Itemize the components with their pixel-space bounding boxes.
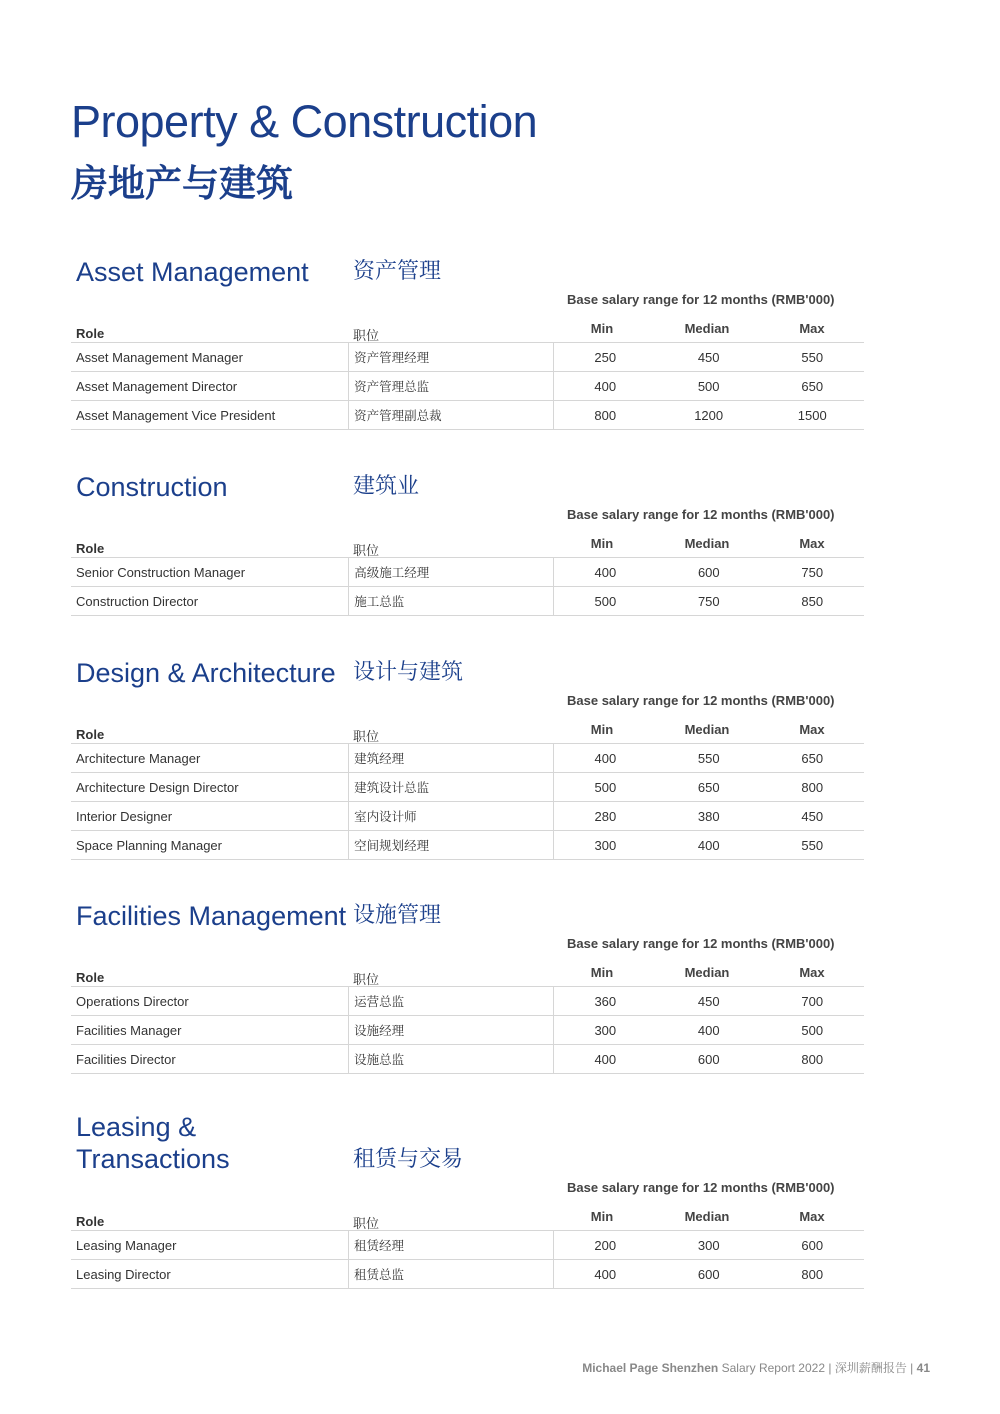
min-cell: 250: [553, 343, 657, 372]
max-header: Max: [799, 321, 825, 336]
role-cn-cell: 运营总监: [349, 987, 554, 1016]
max-cell: 700: [760, 987, 864, 1016]
median-cell: 450: [657, 987, 760, 1016]
min-cell: 360: [553, 987, 657, 1016]
max-cell: 800: [760, 1260, 864, 1289]
page-number: 41: [916, 1361, 930, 1375]
median-cell: 400: [657, 831, 760, 860]
section-title-chinese: 租赁与交易: [353, 1147, 464, 1172]
role-header-chinese: 职位: [353, 1217, 380, 1232]
median-header: Median: [684, 321, 730, 336]
median-cell: 380: [657, 802, 760, 831]
role-cell: Space Planning Manager: [71, 831, 349, 860]
table-row: [71, 401, 864, 430]
section-title: Facilities Management: [76, 901, 347, 931]
salary-table: [71, 986, 864, 1074]
min-cell: 300: [553, 1016, 657, 1045]
role-cn-cell: 高级施工经理: [349, 558, 553, 587]
salary-table: [71, 557, 864, 616]
section-title: Design & Architecture: [76, 658, 336, 688]
role-cell: Asset Management Manager: [71, 343, 349, 372]
max-cell: 600: [760, 1231, 864, 1260]
median-cell: 600: [657, 558, 760, 587]
min-cell: 280: [553, 802, 657, 831]
salary-range-label: Base salary range for 12 months (RMB'000): [567, 292, 835, 307]
role-header-chinese: 职位: [353, 973, 380, 988]
role-header: Role: [76, 541, 105, 556]
footer-report-title: Salary Report 2022: [721, 1361, 825, 1375]
role-cell: Facilities Director: [71, 1045, 349, 1074]
role-header-chinese: 职位: [353, 329, 380, 344]
median-header: Median: [684, 536, 730, 551]
salary-range-label: Base salary range for 12 months (RMB'000): [567, 1180, 835, 1195]
min-cell: 400: [553, 744, 657, 773]
role-cn-cell: 室内设计师: [349, 802, 553, 831]
section-title-chinese: 设计与建筑: [353, 660, 464, 685]
min-header: Min: [590, 965, 614, 980]
role-cell: Asset Management Director: [71, 372, 349, 401]
max-cell: 650: [761, 744, 865, 773]
max-cell: 850: [761, 587, 864, 616]
footer-report-title-chinese: 深圳薪酬报告: [834, 1361, 907, 1375]
table-row: [71, 1045, 864, 1074]
max-cell: 550: [760, 343, 864, 372]
min-cell: 400: [553, 1045, 657, 1074]
role-cn-cell: 租赁经理: [348, 1231, 553, 1260]
section-title-chinese: 资产管理: [353, 259, 442, 284]
page-title: Property & Construction: [71, 96, 538, 147]
min-cell: 200: [553, 1231, 657, 1260]
role-cn-cell: 资产管理总监: [349, 372, 553, 401]
table-row: [71, 558, 864, 587]
salary-table: [71, 342, 864, 430]
max-cell: 800: [760, 1045, 864, 1074]
salary-range-label: Base salary range for 12 months (RMB'000): [567, 507, 835, 522]
max-header: Max: [799, 965, 825, 980]
max-cell: 450: [761, 802, 865, 831]
max-cell: 550: [761, 831, 865, 860]
role-header: Role: [76, 1214, 105, 1229]
role-cell: Leasing Director: [71, 1260, 348, 1289]
role-cell: Operations Director: [71, 987, 349, 1016]
section-title-chinese: 建筑业: [353, 474, 420, 499]
role-cn-cell: 设施总监: [349, 1045, 554, 1074]
min-header: Min: [590, 722, 614, 737]
median-cell: 450: [657, 343, 761, 372]
role-cell: Leasing Manager: [71, 1231, 348, 1260]
role-cn-cell: 建筑经理: [349, 744, 553, 773]
footer-separator: |: [910, 1361, 914, 1375]
median-cell: 750: [657, 587, 760, 616]
role-cn-cell: 资产管理经理: [349, 343, 553, 372]
max-cell: 750: [761, 558, 864, 587]
table-row: [71, 802, 864, 831]
role-cn-cell: 空间规划经理: [349, 831, 553, 860]
role-header-chinese: 职位: [353, 544, 380, 559]
salary-table: [71, 1230, 864, 1289]
footer-brand: Michael Page Shenzhen: [582, 1361, 719, 1375]
table-row: [71, 773, 864, 802]
role-header-chinese: 职位: [353, 730, 380, 745]
table-row: [71, 744, 864, 773]
table-row: [71, 587, 864, 616]
role-cell: Construction Director: [71, 587, 349, 616]
role-cn-cell: 设施经理: [349, 1016, 554, 1045]
table-row: [71, 343, 864, 372]
min-cell: 300: [553, 831, 657, 860]
table-row: [71, 1016, 864, 1045]
section-title: Construction: [76, 472, 228, 502]
max-cell: 1500: [760, 401, 864, 430]
role-cn-cell: 建筑设计总监: [349, 773, 553, 802]
min-cell: 400: [553, 1260, 657, 1289]
median-cell: 1200: [657, 401, 761, 430]
role-cell: Architecture Manager: [71, 744, 349, 773]
median-cell: 600: [657, 1045, 760, 1074]
max-header: Max: [799, 1209, 825, 1224]
median-cell: 400: [657, 1016, 760, 1045]
table-row: [71, 372, 864, 401]
table-row: [71, 987, 864, 1016]
median-header: Median: [684, 965, 730, 980]
table-row: [71, 1260, 864, 1289]
max-cell: 650: [760, 372, 864, 401]
median-cell: 600: [657, 1260, 760, 1289]
section-title-chinese: 设施管理: [353, 903, 442, 928]
min-cell: 800: [553, 401, 657, 430]
median-cell: 650: [657, 773, 760, 802]
section-title-line-1: Leasing &: [76, 1112, 197, 1142]
min-header: Min: [590, 1209, 614, 1224]
min-header: Min: [590, 321, 614, 336]
role-cn-cell: 资产管理副总裁: [349, 401, 553, 430]
role-cell: Senior Construction Manager: [71, 558, 349, 587]
role-header: Role: [76, 326, 105, 341]
role-cn-cell: 租赁总监: [348, 1260, 553, 1289]
median-header: Median: [684, 1209, 730, 1224]
salary-range-label: Base salary range for 12 months (RMB'000): [567, 936, 835, 951]
salary-range-label: Base salary range for 12 months (RMB'000): [567, 693, 835, 708]
role-cell: Facilities Manager: [71, 1016, 349, 1045]
min-cell: 400: [553, 558, 657, 587]
median-cell: 500: [657, 372, 761, 401]
role-cell: Asset Management Vice President: [71, 401, 349, 430]
max-header: Max: [799, 722, 825, 737]
median-cell: 300: [657, 1231, 760, 1260]
role-cell: Interior Designer: [71, 802, 349, 831]
role-cell: Architecture Design Director: [71, 773, 349, 802]
min-header: Min: [590, 536, 614, 551]
salary-table: [71, 743, 864, 860]
table-row: [71, 1231, 864, 1260]
max-header: Max: [799, 536, 825, 551]
max-cell: 500: [760, 1016, 864, 1045]
median-header: Median: [684, 722, 730, 737]
role-cn-cell: 施工总监: [349, 587, 553, 616]
median-cell: 550: [657, 744, 760, 773]
role-header: Role: [76, 727, 105, 742]
table-row: [71, 831, 864, 860]
page-footer: [582, 1359, 930, 1376]
max-cell: 800: [761, 773, 865, 802]
min-cell: 500: [553, 773, 657, 802]
section-title-line-2: Transactions: [76, 1144, 230, 1174]
section-title: Asset Management: [76, 257, 309, 287]
page-title-chinese: 房地产与建筑: [71, 162, 293, 205]
min-cell: 400: [553, 372, 657, 401]
role-header: Role: [76, 970, 105, 985]
min-cell: 500: [553, 587, 657, 616]
footer-separator: |: [828, 1361, 832, 1375]
